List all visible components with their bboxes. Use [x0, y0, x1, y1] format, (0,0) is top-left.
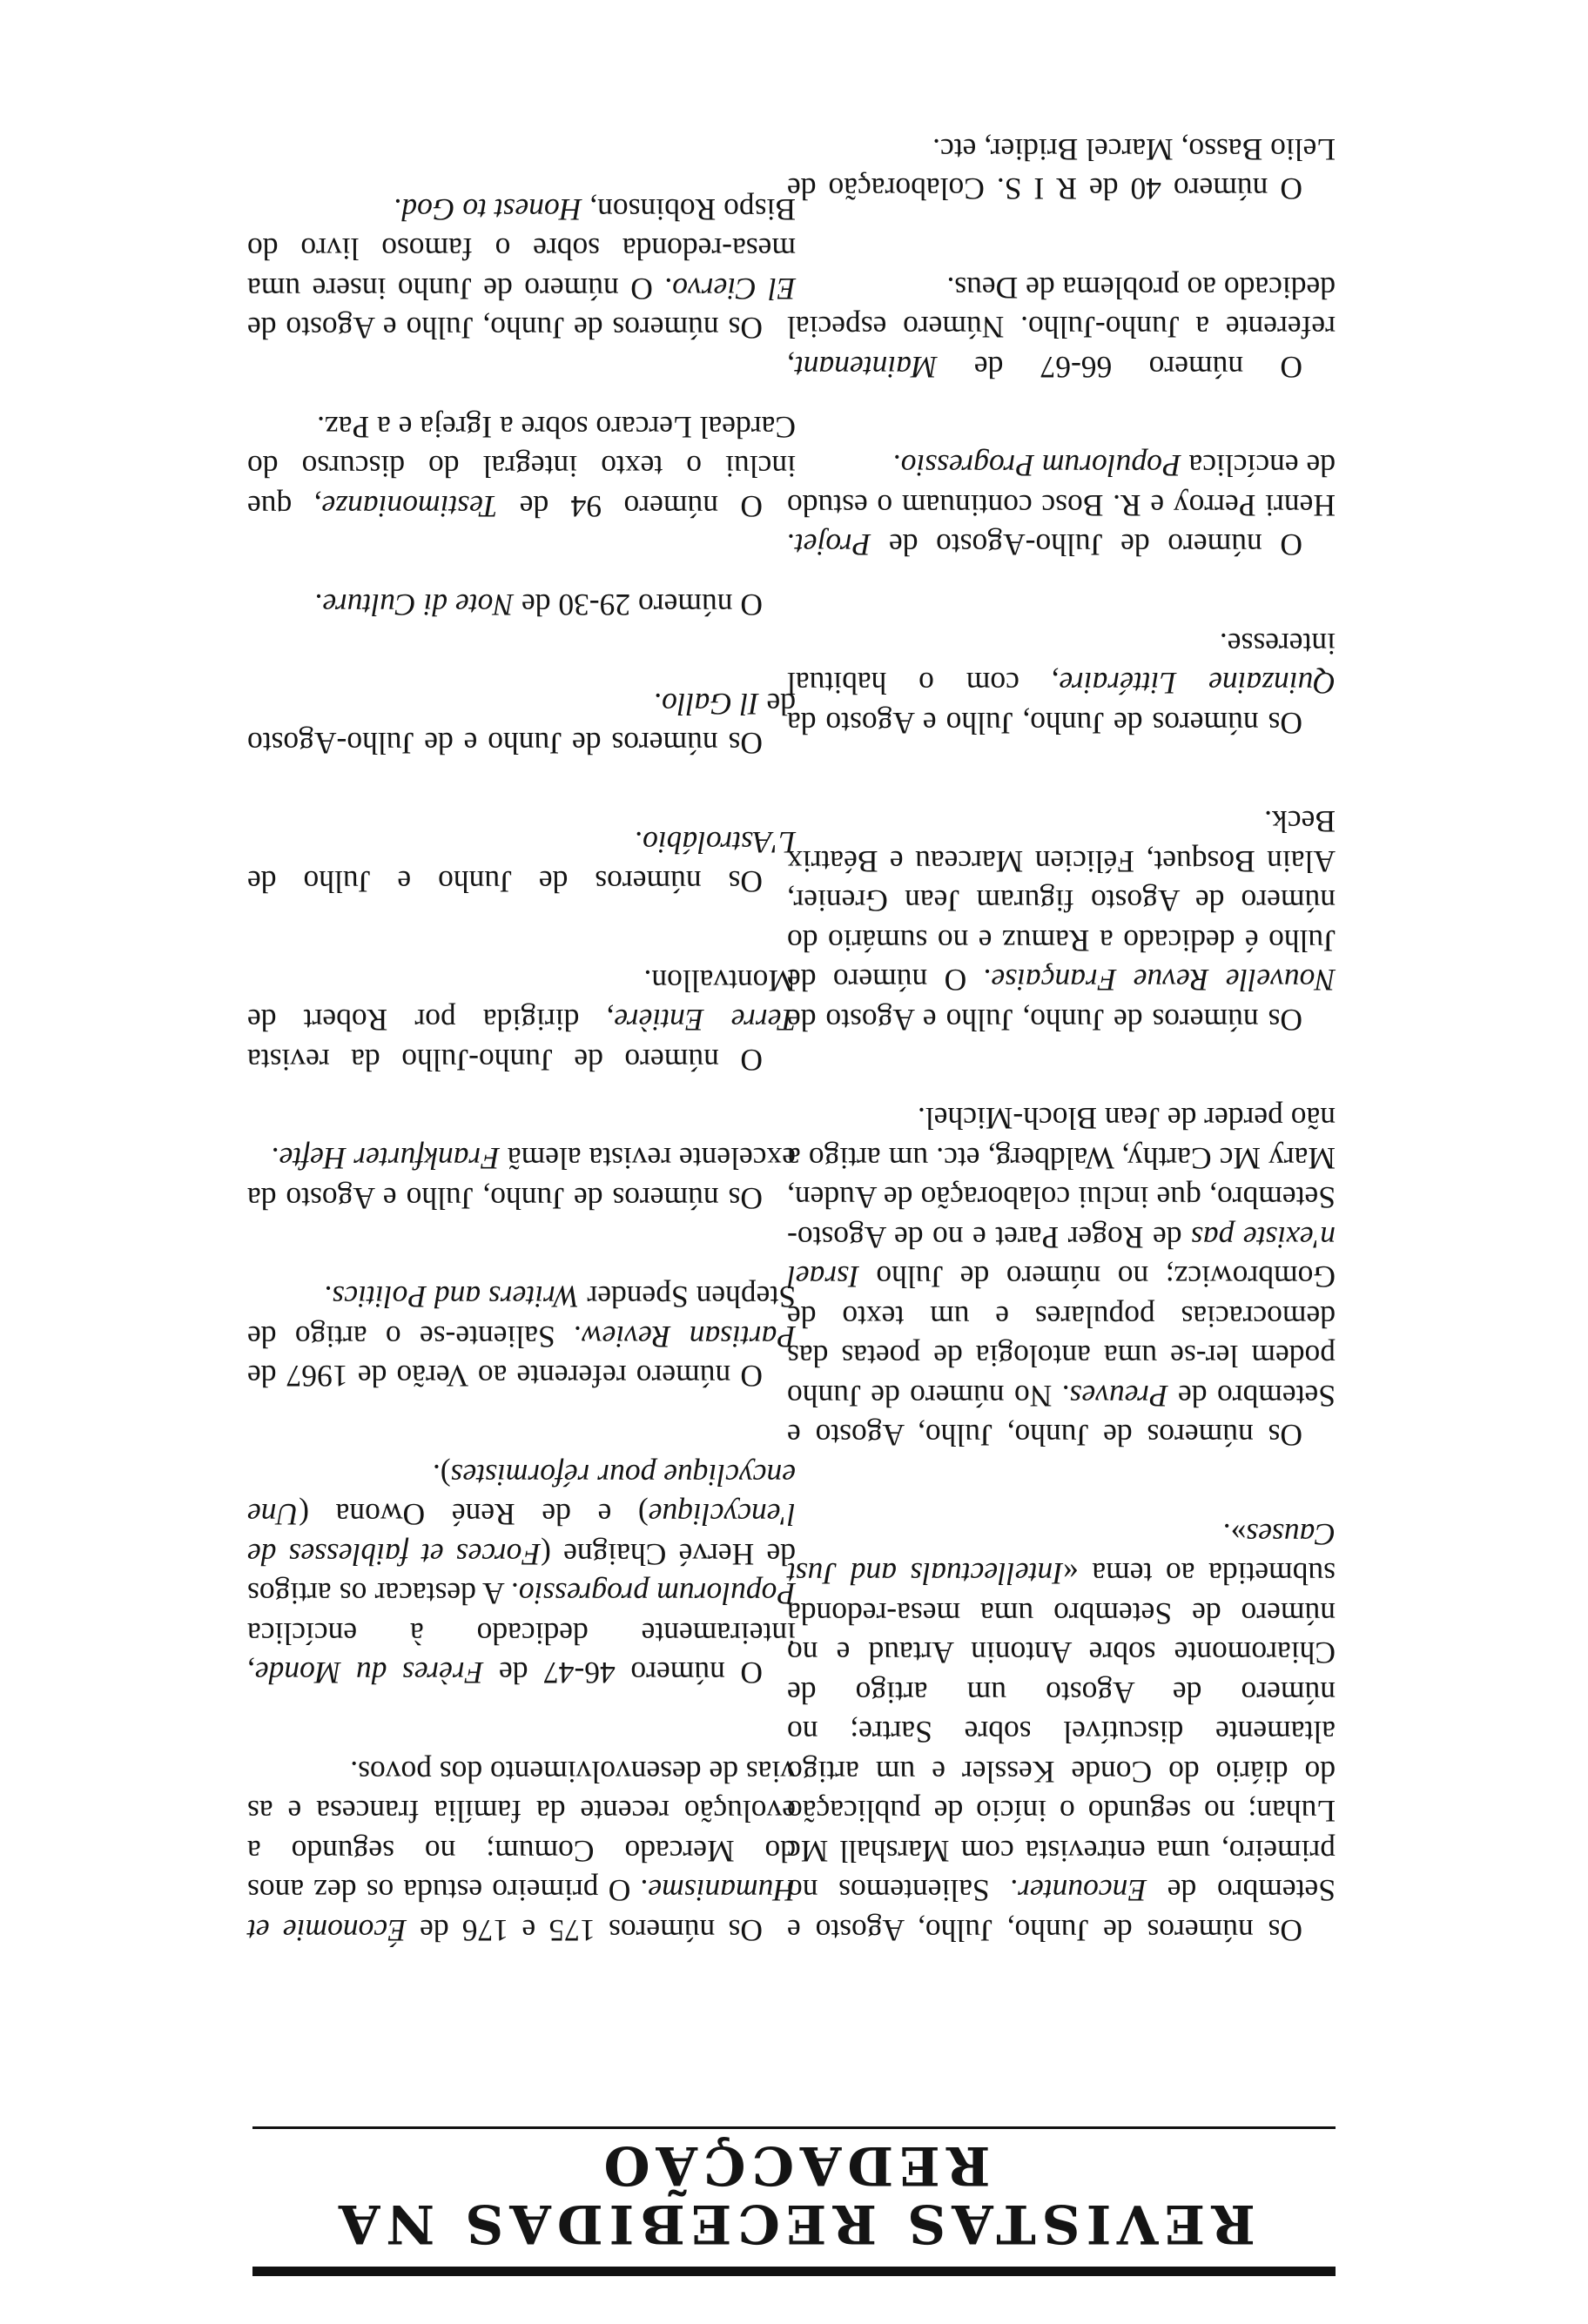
left-column	[787, 71, 1336, 1951]
review-entry: Os números 175 e 176 de Économie et Humanisme. O primeiro estuda os dez anos do Mercado Comum; no segundo a evolução recente da família francesa e as vias de desenvolvimento dos povos.	[247, 1755, 796, 1948]
title-rule-thick	[252, 2267, 1336, 2276]
review-entry: Os números de Junho, Julho e Agosto da excelente revista alemã Frankfurter Hefte.	[247, 1141, 796, 1216]
review-entry: O número de Junho-Julho da revista Terre Entière, dirigida por Robert de Montvallon.	[247, 964, 796, 1078]
review-entry: O número 46-47 de Frères du Monde, inteiramente dedicado à encíclica Populorum progressio. A destacar os artigos de Hervé Chaigne (Forces et faiblesses de l'encyclique) e de René Owona (Une encyclique pour réformistes).	[246, 1458, 796, 1691]
review-entry: Os números de Junho, Julho e Agosto de El Ciervo. O número de Junho insere uma mesa-redonda sobre o famoso livro do Bispo Robinson, Honest to God.	[247, 192, 796, 346]
review-entry: Os números de Junho, Julho, Agosto e Setembro de Preuves. No número de Junho podem ler-se uma antologia de poetas das democracias populares e um texto de Gombrowicz; no número de Julho Israel n'existe pas de Roger Paret e no de Agosto-Setembro, que inclui colaboração de Auden, Mary Mc Carthy, Waldberg, etc. um artigo a não perder de Jean Bloch-Michel.	[787, 1101, 1336, 1454]
review-entry: O número 29-30 de Note di Culture.	[314, 588, 763, 623]
review-entry: Os números de Junho, Julho e Agosto da Quinzaine Littéraire, com o habitual interesse.	[787, 627, 1336, 741]
review-entry: Os números de Junho e Julho de L'Astrolábio.	[247, 825, 796, 900]
masthead	[252, 2126, 1336, 2276]
review-entry: O número 94 de Testimonianze, que inclui o texto integral do discurso do Cardeal Lercaro sobre a Igreja e a Paz.	[247, 410, 796, 524]
review-entry: O número 40 de R I S. Colaboração de Lelio Basso, Marcel Bridier, etc.	[787, 132, 1336, 207]
review-entry: O número referente ao Verão de 1967 de Partisan Review. Saliente-se o artigo de Stephen Spender Writers and Politics.	[247, 1280, 796, 1394]
page-title: REVISTAS RECEBIDAS NA REDACÇÃO	[333, 2133, 1255, 2254]
review-entry: Os números de Junho, Julho, Agosto e Setembro de Encounter. Salientemos no primeiro, uma entrevista com Marshall Mc Luhan; no segundo o início de publicação do diário do Conde Kessler e um artigo altamente discutível sobre Sartre; no número de Agosto um artigo de Chiaromonte sobre Antonin Artaud e no número de Setembro uma mesa-redonda submetida ao tema «Intellectuals and Just Causes».	[786, 1517, 1336, 1948]
review-entry: O número de Julho-Agosto de Projet. Henri Perroy e R. Bosc continuam o estudo de encíclica Populorum Progressio.	[787, 448, 1336, 563]
right-column	[247, 131, 796, 1951]
title-rule-thin	[252, 2126, 1336, 2129]
review-entry: Os números de Junho, Julho e Agosto de Nouvelle Revue Française. O número de Julho é dedicado a Ramuz e no sumário do número de Agosto figuram Jean Grenier, Alain Bosquet, Félicien Marceau e Béatrix Beck.	[787, 804, 1336, 1038]
review-entry: O número 66-67 de Maintenant, referente a Junho-Julho. Número especial dedicado ao problema de Deus.	[787, 271, 1336, 385]
review-entry: Os números de Junho e de Julho-Agosto de Il Gallo.	[247, 687, 796, 762]
